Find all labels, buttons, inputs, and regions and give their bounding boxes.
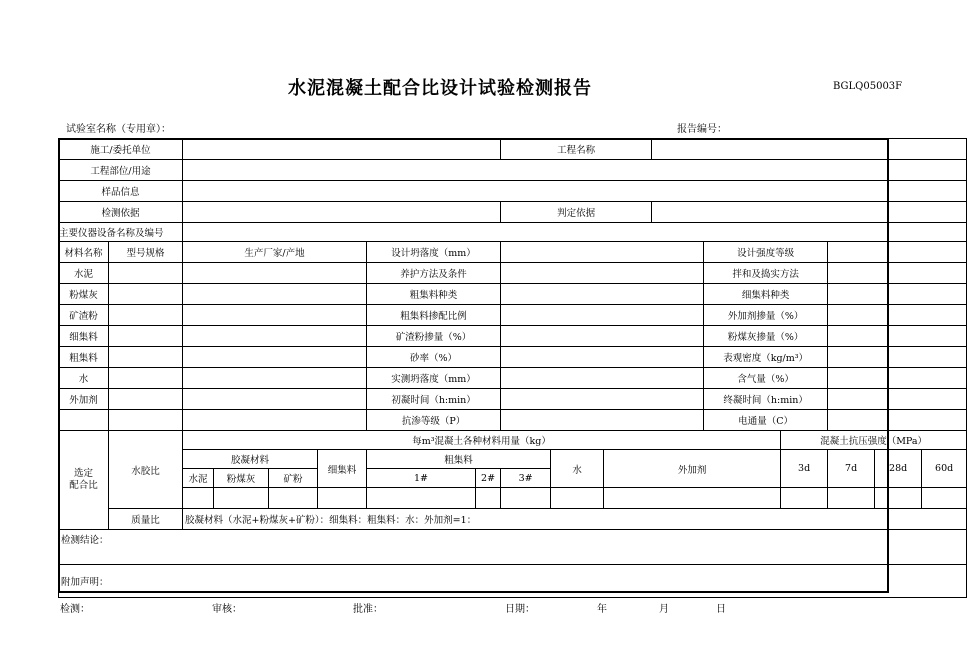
material-row <box>59 305 967 326</box>
mix-value[interactable] <box>875 488 922 509</box>
slag-header: 矿粉 <box>269 469 318 488</box>
param-label: 细集料种类 <box>704 284 828 305</box>
sample-row <box>59 181 967 202</box>
material-row <box>59 410 967 431</box>
material-maker[interactable] <box>183 284 367 305</box>
coarse-aggregate-header: 粗集料 <box>367 450 551 469</box>
param-label: 粗集料种类 <box>367 284 501 305</box>
basis-row <box>59 202 967 223</box>
material-model[interactable] <box>109 326 183 347</box>
location-value[interactable] <box>183 160 967 181</box>
param-label: 抗渗等级（P） <box>367 410 501 431</box>
material-row <box>59 389 967 410</box>
instrument-label: 主要仪器设备名称及编号 <box>59 223 183 242</box>
strength-3d: 3d <box>781 450 828 488</box>
param-label: 设计强度等级 <box>704 242 828 263</box>
cementitious-header: 胶凝材料 <box>183 450 318 469</box>
param-value[interactable] <box>501 347 704 368</box>
material-name <box>59 410 109 431</box>
param-value[interactable] <box>828 347 967 368</box>
mass-ratio-label: 质量比 <box>109 509 183 530</box>
result-label[interactable]: 检测结论： <box>59 530 967 565</box>
mix-value[interactable] <box>269 488 318 509</box>
param-value[interactable] <box>828 263 967 284</box>
strength-60d: 60d <box>922 450 967 488</box>
basis-label: 检测依据 <box>59 202 183 223</box>
param-value[interactable] <box>828 389 967 410</box>
report-form-table <box>58 138 967 598</box>
sample-label: 样品信息 <box>59 181 183 202</box>
param-label: 外加剂掺量（%） <box>704 305 828 326</box>
footer-review-label: 审核： <box>212 604 242 615</box>
material-name: 粗集料 <box>59 347 109 368</box>
location-label: 工程部位/用途 <box>59 160 183 181</box>
mix-value[interactable] <box>551 488 604 509</box>
param-value[interactable] <box>501 326 704 347</box>
material-name: 水 <box>59 368 109 389</box>
mix-value-row <box>59 488 967 509</box>
material-model[interactable] <box>109 284 183 305</box>
coarse-2-header: 2# <box>476 469 501 488</box>
material-name-header: 材料名称 <box>59 242 109 263</box>
mix-value[interactable] <box>922 488 967 509</box>
report-number-label: 报告编号： <box>677 124 727 135</box>
footer-date-label: 日期： <box>505 604 535 615</box>
param-label: 矿渣粉掺量（%） <box>367 326 501 347</box>
material-maker[interactable] <box>183 326 367 347</box>
result-row <box>59 530 967 565</box>
judge-label: 判定依据 <box>501 202 652 223</box>
material-row <box>59 347 967 368</box>
client-row <box>59 139 967 160</box>
param-label: 拌和及捣实方法 <box>704 263 828 284</box>
param-label: 含气量（%） <box>704 368 828 389</box>
project-value[interactable] <box>652 139 967 160</box>
usage-header: 每m³混凝土各种材料用量（kg） <box>183 431 781 450</box>
param-label: 电通量（C） <box>704 410 828 431</box>
material-model[interactable] <box>109 389 183 410</box>
material-header-row <box>59 242 967 263</box>
material-model[interactable] <box>109 347 183 368</box>
material-name: 细集料 <box>59 326 109 347</box>
material-name: 矿渣粉 <box>59 305 109 326</box>
param-label: 设计坍落度（mm） <box>367 242 501 263</box>
material-model[interactable] <box>109 368 183 389</box>
material-maker[interactable] <box>183 305 367 326</box>
footer-test-label: 检测： <box>60 604 90 615</box>
param-label: 粗集料掺配比例 <box>367 305 501 326</box>
strength-28d: 28d <box>875 450 922 488</box>
binder-ratio-label: 水胶比 <box>109 431 183 509</box>
material-row <box>59 284 967 305</box>
project-label: 工程名称 <box>501 139 652 160</box>
param-value[interactable] <box>501 284 704 305</box>
param-value[interactable] <box>501 263 704 284</box>
client-value[interactable] <box>183 139 501 160</box>
material-row <box>59 368 967 389</box>
footer-year-label: 年 <box>597 604 607 615</box>
param-value[interactable] <box>828 326 967 347</box>
material-model[interactable] <box>109 410 183 431</box>
cement-header: 水泥 <box>183 469 214 488</box>
fine-aggregate-header: 细集料 <box>318 450 367 488</box>
param-label: 初凝时间（h:min） <box>367 389 501 410</box>
mass-ratio-text: 胶凝材料（水泥+粉煤灰+矿粉）：细集料：粗集料：水：外加剂=1： <box>183 509 967 530</box>
mass-ratio-row <box>59 509 967 530</box>
footer-approve-label: 批准： <box>353 604 383 615</box>
material-maker[interactable] <box>183 347 367 368</box>
material-model[interactable] <box>109 263 183 284</box>
material-row <box>59 326 967 347</box>
material-name: 粉煤灰 <box>59 284 109 305</box>
param-value[interactable] <box>501 242 704 263</box>
selected-mix-label: 选定 配合比 <box>59 431 109 530</box>
judge-value[interactable] <box>652 202 967 223</box>
param-value[interactable] <box>828 305 967 326</box>
param-value[interactable] <box>828 284 967 305</box>
param-value[interactable] <box>828 368 967 389</box>
param-value[interactable] <box>828 242 967 263</box>
coarse-3-header: 3# <box>501 469 551 488</box>
mix-value[interactable] <box>214 488 269 509</box>
admixture-header: 外加剂 <box>604 450 781 488</box>
param-label: 砂率（%） <box>367 347 501 368</box>
sample-value[interactable] <box>183 181 967 202</box>
mix-subheader-row <box>59 450 967 469</box>
basis-value[interactable] <box>183 202 501 223</box>
param-value[interactable] <box>828 410 967 431</box>
material-name: 水泥 <box>59 263 109 284</box>
mix-value[interactable] <box>183 488 214 509</box>
form-code: BGLQ05003F <box>833 81 903 92</box>
material-maker[interactable] <box>183 389 367 410</box>
material-maker[interactable] <box>183 368 367 389</box>
param-value[interactable] <box>501 410 704 431</box>
note-row <box>59 565 967 598</box>
note-label[interactable]: 附加声明： <box>59 565 967 598</box>
mix-value[interactable] <box>318 488 367 509</box>
material-maker-header: 生产厂家/产地 <box>183 242 367 263</box>
material-model-header: 型号规格 <box>109 242 183 263</box>
material-model[interactable] <box>109 305 183 326</box>
mix-value[interactable] <box>828 488 875 509</box>
material-name: 外加剂 <box>59 389 109 410</box>
client-label: 施工/委托单位 <box>59 139 183 160</box>
strength-header: 混凝土抗压强度（MPa） <box>781 431 967 450</box>
instrument-value[interactable] <box>183 223 967 242</box>
param-value[interactable] <box>501 305 704 326</box>
param-label: 实测坍落度（mm） <box>367 368 501 389</box>
instrument-row <box>59 223 967 242</box>
mix-value[interactable] <box>501 488 551 509</box>
param-label: 粉煤灰掺量（%） <box>704 326 828 347</box>
param-label: 表观密度（kg/m³） <box>704 347 828 368</box>
mix-value[interactable] <box>604 488 781 509</box>
material-maker[interactable] <box>183 263 367 284</box>
material-maker[interactable] <box>183 410 367 431</box>
mix-header-row <box>59 431 967 450</box>
lab-name-label: 试验室名称（专用章）： <box>66 124 171 135</box>
mix-value[interactable] <box>781 488 828 509</box>
water-header: 水 <box>551 450 604 488</box>
strength-7d: 7d <box>828 450 875 488</box>
coarse-1-header: 1# <box>367 469 476 488</box>
param-value[interactable] <box>501 389 704 410</box>
material-row <box>59 263 967 284</box>
location-row <box>59 160 967 181</box>
report-title: 水泥混凝土配合比设计试验检测报告 <box>288 78 592 99</box>
footer-day-label: 日 <box>716 604 726 615</box>
mix-value[interactable] <box>367 488 476 509</box>
flyash-header: 粉煤灰 <box>214 469 269 488</box>
param-value[interactable] <box>501 368 704 389</box>
param-label: 养护方法及条件 <box>367 263 501 284</box>
mix-value[interactable] <box>476 488 501 509</box>
footer-month-label: 月 <box>659 604 669 615</box>
param-label: 终凝时间（h:min） <box>704 389 828 410</box>
